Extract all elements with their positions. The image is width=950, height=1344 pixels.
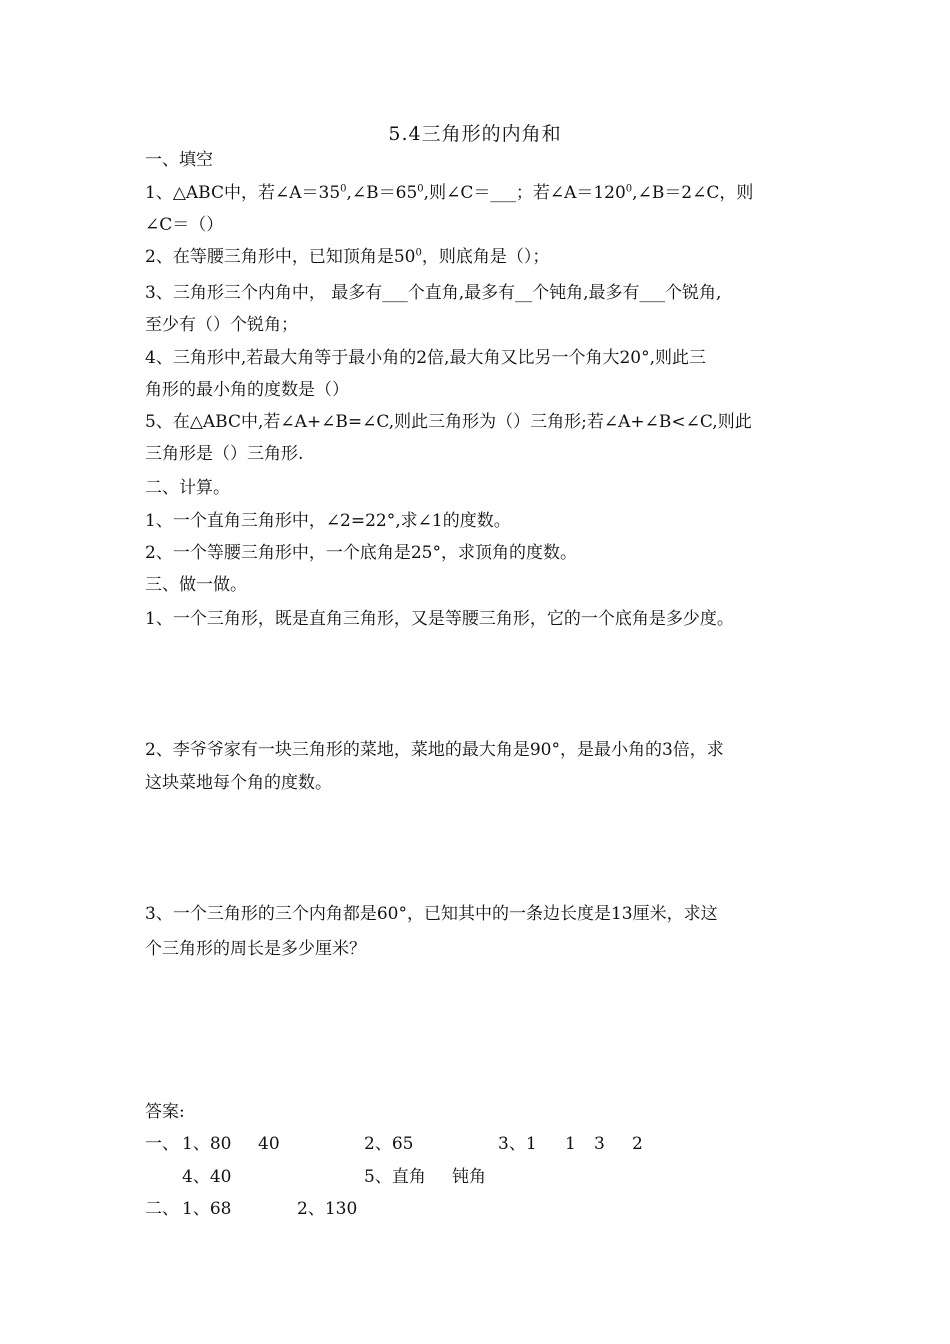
degree-superscript: 0	[417, 183, 424, 195]
q1-1-text-c: ,则∠C＝___；若∠A＝120	[423, 183, 626, 203]
answers-row3-prefix: 二、	[145, 1199, 179, 1219]
q1-1-text-b: ,∠B＝65	[346, 183, 418, 203]
degree-superscript: 0	[415, 247, 422, 259]
question-1-1-line2: ∠C＝（）	[145, 215, 224, 235]
answer-1-3d: 2	[632, 1134, 643, 1154]
answer-1-4: 4、40	[182, 1167, 232, 1187]
q1-2-text-b: ，则底角是（）；	[421, 247, 550, 267]
q1-1-text-a: 1、△ABC中，若∠A＝35	[145, 183, 341, 203]
q1-2-text-a: 2、在等腰三角形中，已知顶角是50	[145, 247, 416, 267]
answer-1-5b: 钝角	[452, 1167, 486, 1187]
answer-1-3: 3、1	[498, 1134, 537, 1154]
question-1-4-line2: 角形的最小角的度数是（）	[145, 380, 349, 400]
question-1-4-line1: 4、三角形中,若最大角等于最小角的2倍,最大角又比另一个角大20°,则此三	[145, 348, 706, 368]
answer-1-3c: 3	[594, 1134, 605, 1154]
question-1-3-line2: 至少有（）个锐角；	[145, 315, 298, 335]
answer-1-3b: 1	[565, 1134, 576, 1154]
section2-heading: 二、计算。	[145, 478, 230, 498]
page-title: 5.4三角形的内角和	[388, 123, 562, 145]
question-3-3-line2: 个三角形的周长是多少厘米？	[145, 939, 366, 959]
answers-heading: 答案:	[145, 1102, 185, 1122]
answer-2-1: 1、68	[182, 1199, 232, 1219]
question-1-1-line1	[145, 182, 825, 204]
question-2-2: 2、一个等腰三角形中，一个底角是25°，求顶角的度数。	[145, 543, 577, 563]
question-3-3-line1: 3、一个三角形的三个内角都是60°，已知其中的一条边长度是13厘米，求这	[145, 904, 718, 924]
answers-row1-prefix: 一、	[145, 1134, 179, 1154]
answer-1-1b: 40	[258, 1134, 280, 1154]
section1-heading: 一、填空	[145, 150, 213, 170]
answer-1-5: 5、直角	[364, 1167, 426, 1187]
question-1-2	[145, 246, 825, 268]
q1-1-text-d: ,∠B＝2∠C，则	[632, 183, 754, 203]
question-1-5-line2: 三角形是（）三角形.	[145, 444, 304, 464]
question-1-3-line1: 3、三角形三个内角中， 最多有___个直角,最多有__个钝角,最多有___个锐角,	[145, 283, 722, 303]
question-2-1: 1、一个直角三角形中，∠2=22°,求∠1的度数。	[145, 511, 511, 531]
answer-1-2: 2、65	[364, 1134, 414, 1154]
answer-1-1: 1、80	[182, 1134, 232, 1154]
degree-superscript: 0	[625, 183, 633, 195]
answer-2-2: 2、130	[297, 1199, 358, 1219]
degree-superscript: 0	[340, 183, 347, 195]
question-3-2-line1: 2、李爷爷家有一块三角形的菜地，菜地的最大角是90°，是最小角的3倍，求	[145, 740, 724, 760]
question-1-5-line1: 5、在△ABC中,若∠A+∠B=∠C,则此三角形为（）三角形;若∠A+∠B<∠C,则此	[145, 412, 752, 432]
section3-heading: 三、做一做。	[145, 575, 247, 595]
question-3-2-line2: 这块菜地每个角的度数。	[145, 773, 332, 793]
question-3-1: 1、一个三角形，既是直角三角形，又是等腰三角形，它的一个底角是多少度。	[145, 609, 734, 629]
